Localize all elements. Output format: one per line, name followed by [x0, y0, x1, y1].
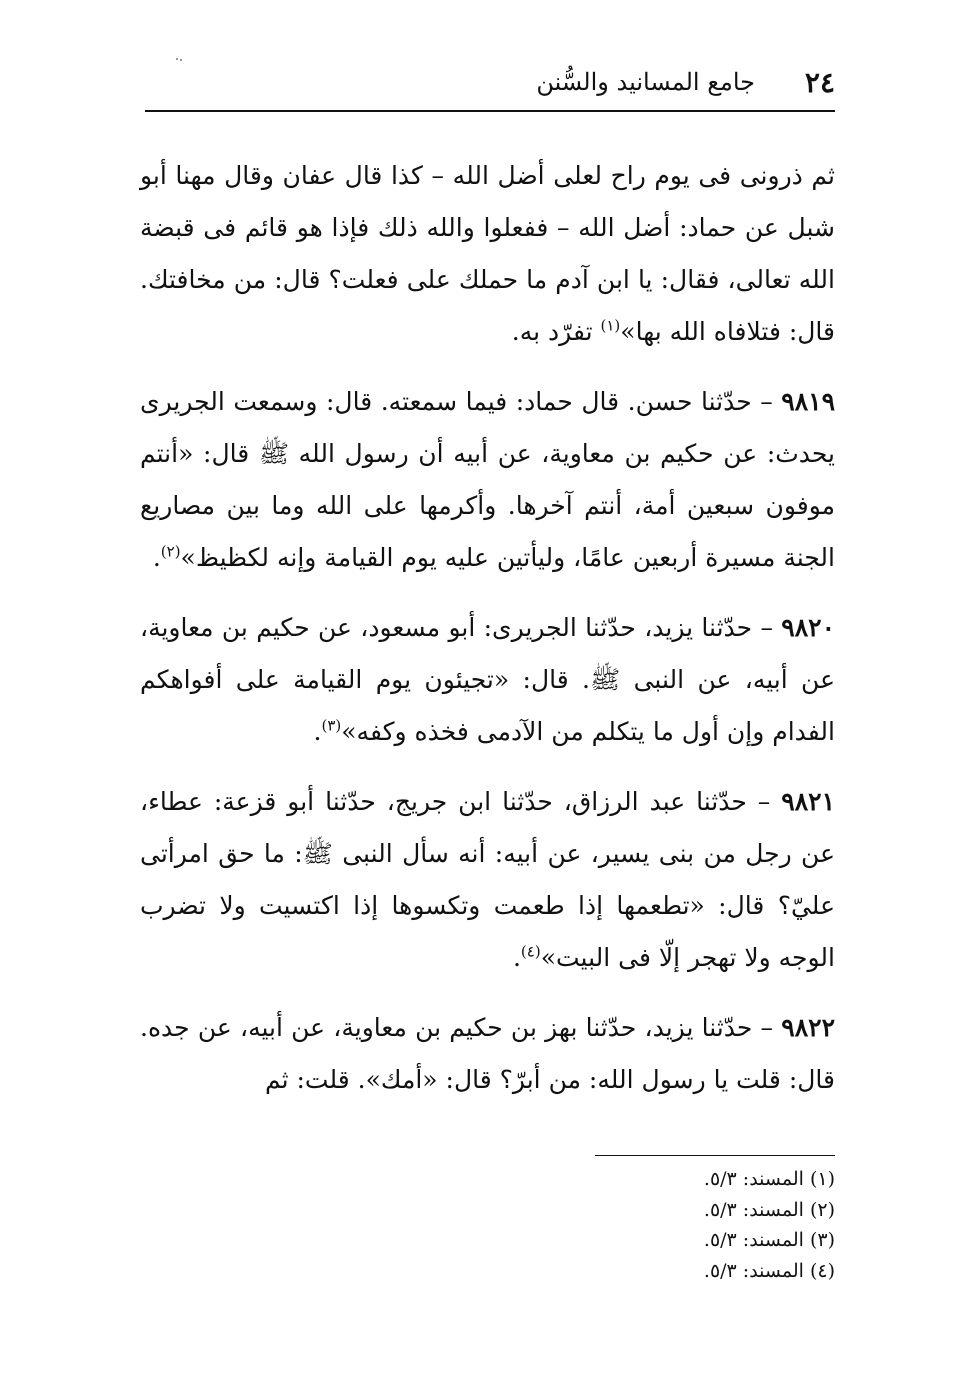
paragraph-tail: تفرّد به.	[511, 317, 601, 346]
hadith-paragraph	[140, 376, 835, 584]
footnotes	[595, 1155, 835, 1286]
footnote-rule	[595, 1155, 835, 1156]
hadith-number: ٩٨٢٢	[781, 1013, 835, 1042]
paragraph-text: – حدّثنا عبد الرزاق، حدّثنا ابن جريج، حدّثنا أبو قزعة: عطاء، عن رجل من بنى يسير، عن أبيه: أنه سأل النبى ﷺ: ما حق امرأتى عليّ؟ قال: «تطعمها إذا طعمت وتكسوها إذا اكتسيت ولا تضرب الوجه ولا تهجر إلّا فى البيت»	[140, 787, 835, 972]
footnote-line: (٣) المسند: ٥/٣.	[703, 1229, 835, 1251]
paragraph-tail: .	[152, 543, 161, 572]
footnote-line: (٢) المسند: ٥/٣.	[703, 1198, 835, 1221]
running-title: جامع المسانيد والسُّنن	[536, 68, 755, 96]
hadith-paragraph	[140, 776, 835, 984]
page-number: ٢٤	[804, 66, 835, 99]
hadith-number: ٩٨١٩	[781, 387, 835, 416]
paragraph-text: – حدّثنا حسن. قال حماد: فيما سمعته. قال: وسمعت الجريرى يحدث: عن حكيم بن معاوية، عن أبيه أن رسول الله ﷺ قال: «أنتم موفون سبعين أمة، أنتم آخرها. وأكرمها على الله وما بين مصاريع الجنة مسيرة أربعين عامًا، وليأتين عليه يوم القيامة وإنه لكظيظ»	[140, 387, 835, 572]
hadith-number: ٩٨٢١	[781, 787, 835, 816]
paragraph-text: ثم ذرونى فى يوم راح لعلى أضل الله – كذا قال عفان وقال مهنا أبو شبل عن حماد: أضل الله – ففعلوا والله ذلك فإذا هو قائم فى قبضة الله تعالى، فقال: يا ابن آدم ما حملك على فعلت؟ قال: من مخافتك. قال: فتلافاه الله بها»	[140, 161, 835, 346]
paragraph-text: – حدّثنا يزيد، حدّثنا الجريرى: أبو مسعود، عن حكيم بن معاوية، عن أبيه، عن النبى ﷺ. قال: «تجيئون يوم القيامة على أفواهكم الفدام وإن أول ما يتكلم من الآدمى فخذه وكفه»	[140, 613, 835, 746]
footnote-line: (٤) المسند: ٥/٣.	[703, 1259, 835, 1282]
hadith-number: ٩٨٢٠	[781, 613, 835, 642]
footnote-marker: (٢)	[160, 542, 181, 561]
footnote-line: (١) المسند: ٥/٣.	[703, 1168, 835, 1190]
scan-speck	[176, 58, 182, 61]
footnote-marker: (٣)	[321, 716, 342, 735]
footnote-marker: (٤)	[520, 942, 541, 961]
paragraph-tail: .	[313, 717, 322, 746]
footnote-marker: (١)	[600, 316, 621, 335]
paragraph-continuation	[140, 150, 835, 358]
paragraph-tail: .	[512, 943, 521, 972]
header-rule	[145, 110, 835, 112]
page-header	[145, 62, 835, 112]
hadith-paragraph	[140, 1002, 835, 1106]
hadith-paragraph	[140, 602, 835, 758]
paragraph-text: – حدّثنا يزيد، حدّثنا بهز بن حكيم بن معاوية، عن أبيه، عن جده. قال: قلت يا رسول الله: من أبرّ؟ قال: «أمك». قلت: ثم	[140, 1013, 835, 1094]
body-text	[140, 150, 835, 1124]
